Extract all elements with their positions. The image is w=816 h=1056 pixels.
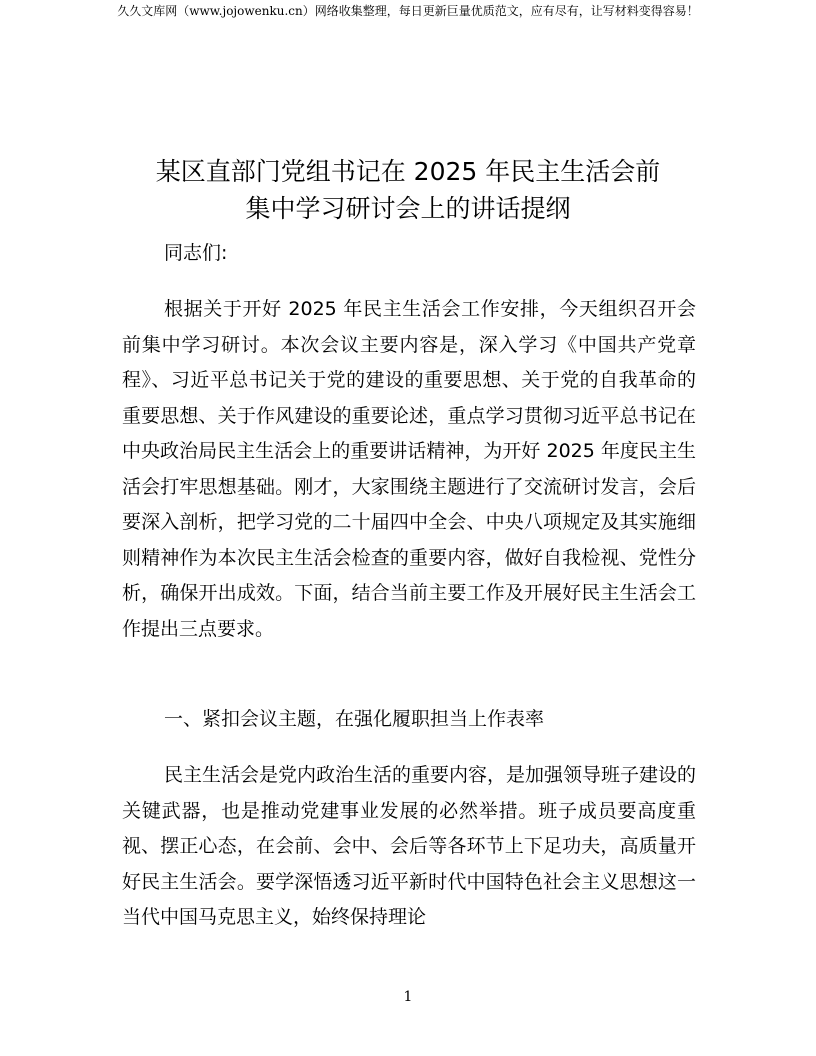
paragraph-section-1: 民主生活会是党内政治生活的重要内容，是加强领导班子建设的关键武器，也是推动党建事业发展的必然举措。班子成员要高度重视、摆正心态，在会前、会中、会后等各环节上下足功夫，高质量开好民主生活会。要学深悟透习近平新时代中国特色社会主义思想这一当代中国马克思主义，始终保持理论 (122, 764, 697, 928)
header-banner: 久久文库网（www.jojowenku.cn）网络收集整理，每日更新巨量优质范文，应有尽有，让写材料变得容易！ (117, 4, 699, 18)
title-line-2: 集中学习研讨会上的讲话提纲 (245, 194, 571, 223)
document-title (0, 153, 816, 227)
salutation: 同志们: (164, 242, 228, 264)
paragraph-intro: 根据关于开好 2025 年民主生活会工作安排，今天组织召开会前集中学习研讨。本次会议主要内容是，深入学习《中国共产党章程》、习近平总书记关于党的建设的重要思想、关于党的自我革命的重要思想、关于作风建设的重要论述，重点学习贯彻习近平总书记在中央政治局民主生活会上的重要讲话精神，为开好 2025 年度民主生活会打牢思想基础。刚才，大家围绕主题进行了交流研讨发言，会后要深入剖析，把学习党的二十届四中全会、中央八项规定及其实施细则精神作为本次民主生活会检查的重要内容，做好自我检视、党性分析，确保开出成效。下面，结合当前主要工作及开展好民主生活会工作提出三点要求。 (122, 298, 696, 640)
title-line-1: 某区直部门党组书记在 2025 年民主生活会前 (155, 157, 661, 186)
page-number: 1 (403, 989, 413, 1005)
section-heading-1: 一、紧扣会议主题，在强化履职担当上作表率 (164, 708, 545, 730)
